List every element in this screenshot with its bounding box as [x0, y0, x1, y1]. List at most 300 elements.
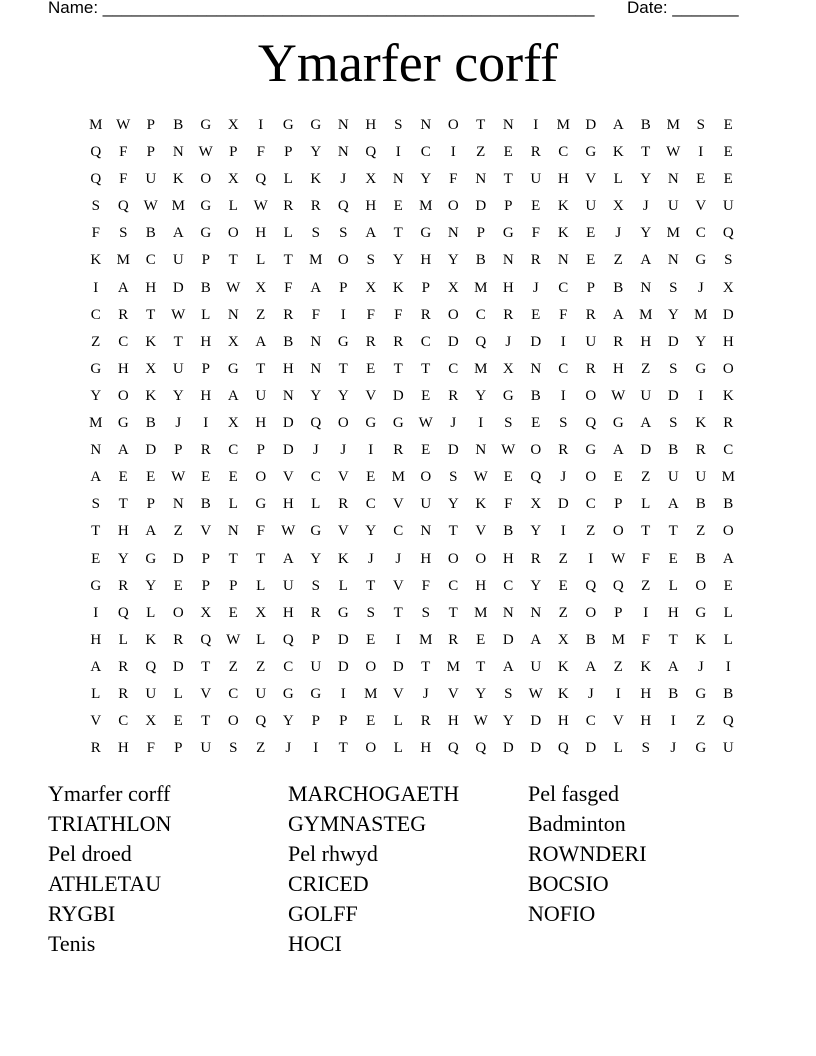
grid-cell: H	[475, 577, 487, 594]
grid-cell: D	[145, 442, 157, 459]
grid-cell: E	[146, 469, 156, 486]
grid-cell: K	[640, 658, 652, 675]
grid-cell: K	[172, 171, 184, 188]
grid-cell: M	[721, 469, 735, 486]
grid-cell: B	[668, 442, 679, 459]
grid-cell: Q	[145, 658, 157, 675]
grid-row	[82, 627, 742, 654]
grid-cell: L	[256, 577, 266, 594]
grid-cell: E	[228, 469, 238, 486]
grid-cell: B	[613, 279, 624, 296]
grid-cell: V	[695, 198, 707, 215]
grid-cell: T	[201, 658, 211, 675]
grid-cell: H	[667, 604, 679, 621]
grid-cell: S	[311, 225, 320, 242]
grid-row	[82, 410, 742, 437]
grid-row	[82, 491, 742, 518]
grid-cell: K	[475, 496, 487, 513]
grid-row	[82, 518, 742, 545]
grid-cell: N	[502, 252, 514, 269]
grid-cell: T	[256, 550, 266, 567]
grid-cell: N	[502, 604, 514, 621]
grid-cell: B	[695, 496, 706, 513]
grid-cell: W	[666, 144, 681, 161]
grid-cell: J	[670, 740, 677, 757]
grid-cell: Q	[585, 415, 597, 432]
grid-cell: A	[612, 306, 624, 323]
grid-cell: Z	[613, 252, 623, 269]
grid-row	[82, 356, 742, 383]
grid-cell: B	[173, 117, 184, 133]
grid-cell: G	[612, 415, 624, 432]
grid-cell: Y	[310, 387, 322, 404]
grid-cell: R	[283, 306, 294, 323]
grid-cell: K	[557, 198, 569, 215]
grid-cell: D	[172, 550, 184, 567]
grid-cell: G	[695, 685, 707, 702]
grid-cell: N	[90, 442, 102, 459]
grid-cell: H	[640, 713, 652, 730]
grid-cell: U	[585, 198, 597, 215]
header-row	[48, 0, 748, 20]
grid-cell: W	[116, 117, 131, 133]
grid-cell: Q	[585, 577, 597, 594]
grid-cell: T	[366, 577, 376, 594]
grid-cell: S	[394, 117, 403, 133]
grid-cell: R	[283, 198, 294, 215]
grid-cell: J	[312, 442, 319, 459]
word-column	[528, 779, 768, 929]
grid-cell: B	[145, 415, 156, 432]
grid-cell: C	[585, 496, 596, 513]
grid-cell: K	[392, 279, 404, 296]
grid-cell: C	[118, 333, 129, 350]
grid-cell: D	[282, 415, 294, 432]
grid-cell: Y	[117, 550, 129, 567]
grid-cell: Z	[256, 740, 266, 757]
grid-cell: E	[723, 171, 733, 188]
grid-row	[82, 247, 742, 274]
grid-cell: T	[668, 631, 678, 648]
grid-cell: H	[612, 360, 624, 377]
grid-cell: N	[667, 171, 679, 188]
grid-cell: Z	[173, 523, 183, 540]
grid-cell: P	[476, 225, 485, 242]
grid-cell: F	[531, 225, 540, 242]
grid-cell: Z	[228, 658, 238, 675]
grid-cell: Q	[475, 740, 487, 757]
grid-cell: P	[201, 577, 210, 594]
grid-cell: G	[695, 740, 707, 757]
grid-cell: L	[311, 496, 321, 513]
grid-cell: R	[585, 306, 596, 323]
grid-cell: S	[724, 252, 733, 269]
grid-cell: A	[667, 496, 679, 513]
grid-cell: R	[338, 496, 349, 513]
grid-cell: M	[474, 360, 488, 377]
grid-cell: X	[502, 360, 514, 377]
grid-cell: G	[200, 117, 212, 133]
grid-cell: V	[90, 713, 102, 730]
word-list-item: NOFIO	[528, 901, 596, 926]
grid-cell: O	[447, 306, 459, 323]
grid-cell: X	[227, 117, 239, 133]
grid-cell: C	[228, 685, 239, 702]
grid-cell: I	[368, 442, 374, 459]
grid-cell: I	[313, 740, 319, 757]
grid-cell: J	[560, 469, 567, 486]
grid-cell: I	[560, 387, 566, 404]
grid-cell: F	[641, 550, 650, 567]
grid-cell: Z	[91, 333, 101, 350]
grid-cell: C	[145, 252, 156, 269]
grid-cell: X	[255, 604, 267, 621]
grid-cell: H	[117, 523, 129, 540]
grid-row	[82, 139, 742, 166]
grid-cell: A	[612, 442, 624, 459]
grid-cell: X	[530, 496, 542, 513]
grid-cell: X	[447, 279, 459, 296]
grid-cell: L	[118, 631, 128, 648]
grid-cell: E	[723, 144, 733, 161]
grid-cell: T	[228, 252, 238, 269]
grid-cell: U	[585, 333, 597, 350]
grid-cell: N	[310, 360, 322, 377]
grid-cell: R	[420, 713, 431, 730]
grid-cell: T	[421, 360, 431, 377]
grid-cell: U	[530, 658, 542, 675]
grid-cell: J	[587, 685, 594, 702]
grid-cell: E	[421, 442, 431, 459]
word-column	[288, 779, 528, 959]
grid-cell: N	[502, 117, 514, 133]
grid-cell: Z	[256, 658, 266, 675]
grid-cell: E	[558, 577, 568, 594]
grid-cell: H	[282, 360, 294, 377]
grid-cell: K	[145, 333, 157, 350]
word-list-item: CRICED	[288, 871, 369, 896]
grid-cell: E	[723, 117, 733, 133]
grid-cell: T	[228, 550, 238, 567]
grid-cell: Y	[310, 144, 322, 161]
grid-cell: R	[448, 631, 459, 648]
grid-row	[82, 302, 742, 329]
grid-cell: Q	[530, 469, 542, 486]
grid-cell: H	[255, 225, 267, 242]
grid-cell: T	[338, 360, 348, 377]
grid-row	[82, 166, 742, 193]
grid-cell: N	[337, 144, 349, 161]
grid-cell: O	[255, 469, 267, 486]
grid-cell: K	[90, 252, 102, 269]
letter-grid	[82, 112, 742, 762]
grid-cell: R	[200, 442, 211, 459]
grid-cell: F	[91, 225, 100, 242]
grid-cell: I	[93, 604, 99, 621]
grid-cell: K	[695, 415, 707, 432]
grid-cell: C	[558, 360, 569, 377]
grid-cell: P	[614, 496, 623, 513]
grid-row	[82, 464, 742, 491]
grid-row	[82, 708, 742, 735]
grid-cell: Y	[447, 496, 459, 513]
grid-cell: A	[227, 387, 239, 404]
grid-cell: P	[504, 198, 513, 215]
grid-cell: N	[227, 523, 239, 540]
grid-cell: D	[640, 442, 652, 459]
grid-cell: P	[339, 713, 348, 730]
grid-cell: V	[337, 523, 349, 540]
grid-cell: P	[201, 360, 210, 377]
grid-cell: N	[420, 523, 432, 540]
grid-cell: H	[145, 279, 157, 296]
grid-cell: I	[560, 333, 566, 350]
grid-cell: T	[448, 604, 458, 621]
grid-cell: Z	[641, 360, 651, 377]
grid-cell: X	[227, 333, 239, 350]
grid-cell: W	[171, 306, 186, 323]
grid-cell: G	[337, 604, 349, 621]
grid-cell: Q	[447, 740, 459, 757]
grid-cell: D	[530, 713, 542, 730]
grid-cell: I	[725, 658, 731, 675]
grid-cell: S	[91, 496, 100, 513]
grid-cell: G	[502, 225, 514, 242]
grid-cell: M	[309, 252, 323, 269]
grid-cell: N	[530, 604, 542, 621]
grid-row	[82, 112, 742, 139]
grid-cell: A	[117, 279, 129, 296]
grid-cell: P	[614, 604, 623, 621]
grid-cell: H	[365, 117, 377, 133]
grid-cell: G	[310, 523, 322, 540]
grid-cell: U	[282, 577, 294, 594]
grid-cell: P	[146, 117, 155, 133]
grid-cell: M	[364, 685, 378, 702]
grid-cell: L	[641, 496, 651, 513]
grid-row	[82, 383, 742, 410]
grid-cell: L	[256, 631, 266, 648]
grid-cell: Z	[256, 306, 266, 323]
grid-cell: S	[91, 198, 100, 215]
grid-cell: S	[421, 604, 430, 621]
grid-cell: R	[310, 198, 321, 215]
grid-cell: R	[90, 740, 101, 757]
grid-cell: S	[504, 415, 513, 432]
grid-cell: D	[530, 740, 542, 757]
grid-cell: J	[422, 685, 429, 702]
grid-cell: F	[311, 306, 320, 323]
grid-cell: F	[256, 144, 265, 161]
grid-cell: P	[201, 550, 210, 567]
grid-cell: C	[585, 713, 596, 730]
grid-cell: I	[698, 387, 704, 404]
grid-cell: R	[118, 685, 129, 702]
grid-cell: T	[476, 117, 486, 133]
grid-cell: Q	[557, 740, 569, 757]
grid-row	[82, 600, 742, 627]
grid-cell: Y	[640, 171, 652, 188]
grid-cell: Q	[90, 171, 102, 188]
grid-cell: Q	[117, 198, 129, 215]
grid-cell: F	[366, 306, 375, 323]
grid-cell: N	[640, 279, 652, 296]
grid-cell: T	[173, 333, 183, 350]
grid-cell: J	[340, 442, 347, 459]
grid-cell: H	[447, 713, 459, 730]
grid-cell: O	[447, 198, 459, 215]
puzzle-title: Ymarfer corff	[257, 33, 559, 93]
grid-cell: B	[530, 387, 541, 404]
grid-row	[82, 573, 742, 600]
grid-cell: S	[669, 360, 678, 377]
grid-cell: H	[420, 252, 432, 269]
grid-cell: S	[641, 740, 650, 757]
grid-cell: L	[146, 604, 156, 621]
grid-cell: Z	[476, 144, 486, 161]
grid-cell: N	[172, 144, 184, 161]
grid-cell: T	[421, 658, 431, 675]
grid-cell: A	[145, 523, 157, 540]
grid-cell: D	[392, 658, 404, 675]
grid-cell: S	[504, 685, 513, 702]
grid-cell: W	[528, 685, 543, 702]
grid-cell: O	[172, 604, 184, 621]
grid-cell: T	[283, 252, 293, 269]
grid-cell: X	[612, 198, 624, 215]
grid-cell: C	[695, 225, 706, 242]
grid-cell: A	[612, 117, 624, 133]
grid-cell: S	[559, 415, 568, 432]
grid-row	[82, 681, 742, 708]
grid-cell: Q	[722, 713, 734, 730]
grid-cell: O	[227, 225, 239, 242]
grid-row	[82, 275, 742, 302]
grid-cell: S	[119, 225, 128, 242]
grid-cell: B	[475, 252, 486, 269]
grid-cell: V	[392, 496, 404, 513]
grid-cell: X	[145, 360, 157, 377]
grid-cell: R	[118, 658, 129, 675]
grid-cell: R	[118, 306, 129, 323]
grid-cell: L	[283, 225, 293, 242]
grid-cell: K	[145, 387, 157, 404]
grid-cell: J	[175, 415, 182, 432]
grid-cell: T	[338, 740, 348, 757]
grid-cell: L	[668, 577, 678, 594]
grid-cell: B	[723, 685, 734, 702]
grid-cell: S	[449, 469, 458, 486]
grid-cell: F	[284, 279, 293, 296]
grid-cell: D	[722, 306, 734, 323]
grid-cell: Y	[447, 252, 459, 269]
grid-cell: F	[421, 577, 430, 594]
grid-cell: G	[695, 604, 707, 621]
grid-cell: Z	[558, 604, 568, 621]
grid-cell: F	[119, 171, 128, 188]
grid-cell: B	[640, 117, 651, 133]
grid-cell: Y	[90, 387, 102, 404]
grid-cell: O	[365, 658, 377, 675]
grid-cell: T	[146, 306, 156, 323]
grid-cell: I	[395, 631, 401, 648]
grid-cell: U	[145, 685, 157, 702]
grid-cell: X	[255, 279, 267, 296]
grid-cell: R	[558, 442, 569, 459]
grid-cell: H	[722, 333, 734, 350]
grid-cell: T	[91, 523, 101, 540]
grid-cell: Z	[641, 577, 651, 594]
grid-cell: G	[90, 360, 102, 377]
grid-cell: L	[393, 740, 403, 757]
grid-cell: U	[200, 740, 212, 757]
grid-cell: B	[200, 279, 211, 296]
grid-cell: J	[532, 279, 539, 296]
grid-cell: N	[282, 387, 294, 404]
grid-cell: C	[420, 333, 431, 350]
grid-cell: X	[365, 279, 377, 296]
grid-cell: O	[365, 740, 377, 757]
grid-cell: Z	[558, 550, 568, 567]
grid-cell: J	[340, 171, 347, 188]
grid-cell: Z	[641, 469, 651, 486]
grid-cell: T	[476, 658, 486, 675]
grid-cell: E	[531, 415, 541, 432]
grid-cell: M	[639, 306, 653, 323]
grid-cell: W	[611, 387, 626, 404]
grid-cell: D	[585, 740, 597, 757]
grid-cell: B	[145, 225, 156, 242]
grid-cell: D	[557, 496, 569, 513]
grid-cell: M	[666, 117, 680, 133]
grid-cell: C	[558, 144, 569, 161]
grid-cell: L	[283, 171, 293, 188]
grid-cell: A	[117, 442, 129, 459]
grid-cell: E	[366, 631, 376, 648]
grid-cell: R	[530, 550, 541, 567]
grid-cell: G	[695, 252, 707, 269]
grid-cell: G	[585, 442, 597, 459]
grid-cell: K	[337, 550, 349, 567]
grid-cell: X	[200, 604, 212, 621]
grid-cell: B	[695, 550, 706, 567]
grid-cell: G	[502, 387, 514, 404]
grid-cell: Q	[117, 604, 129, 621]
word-list-item: Badminton	[528, 811, 626, 836]
grid-cell: U	[255, 685, 267, 702]
grid-cell: R	[365, 333, 376, 350]
grid-cell: G	[420, 225, 432, 242]
grid-cell: W	[473, 713, 488, 730]
grid-cell: T	[393, 225, 403, 242]
date-field-label: Date: _______	[627, 0, 739, 17]
grid-cell: E	[118, 469, 128, 486]
grid-cell: A	[530, 631, 542, 648]
grid-cell: P	[284, 144, 293, 161]
grid-cell: T	[393, 360, 403, 377]
grid-cell: T	[641, 144, 651, 161]
grid-cell: X	[557, 631, 569, 648]
word-list-item: GOLFF	[288, 901, 358, 926]
grid-cell: E	[586, 252, 596, 269]
grid-cell: F	[641, 631, 650, 648]
grid-cell: N	[530, 360, 542, 377]
grid-cell: N	[337, 117, 349, 133]
grid-cell: H	[640, 685, 652, 702]
grid-cell: N	[420, 117, 432, 133]
grid-cell: T	[668, 523, 678, 540]
grid-cell: O	[337, 252, 349, 269]
